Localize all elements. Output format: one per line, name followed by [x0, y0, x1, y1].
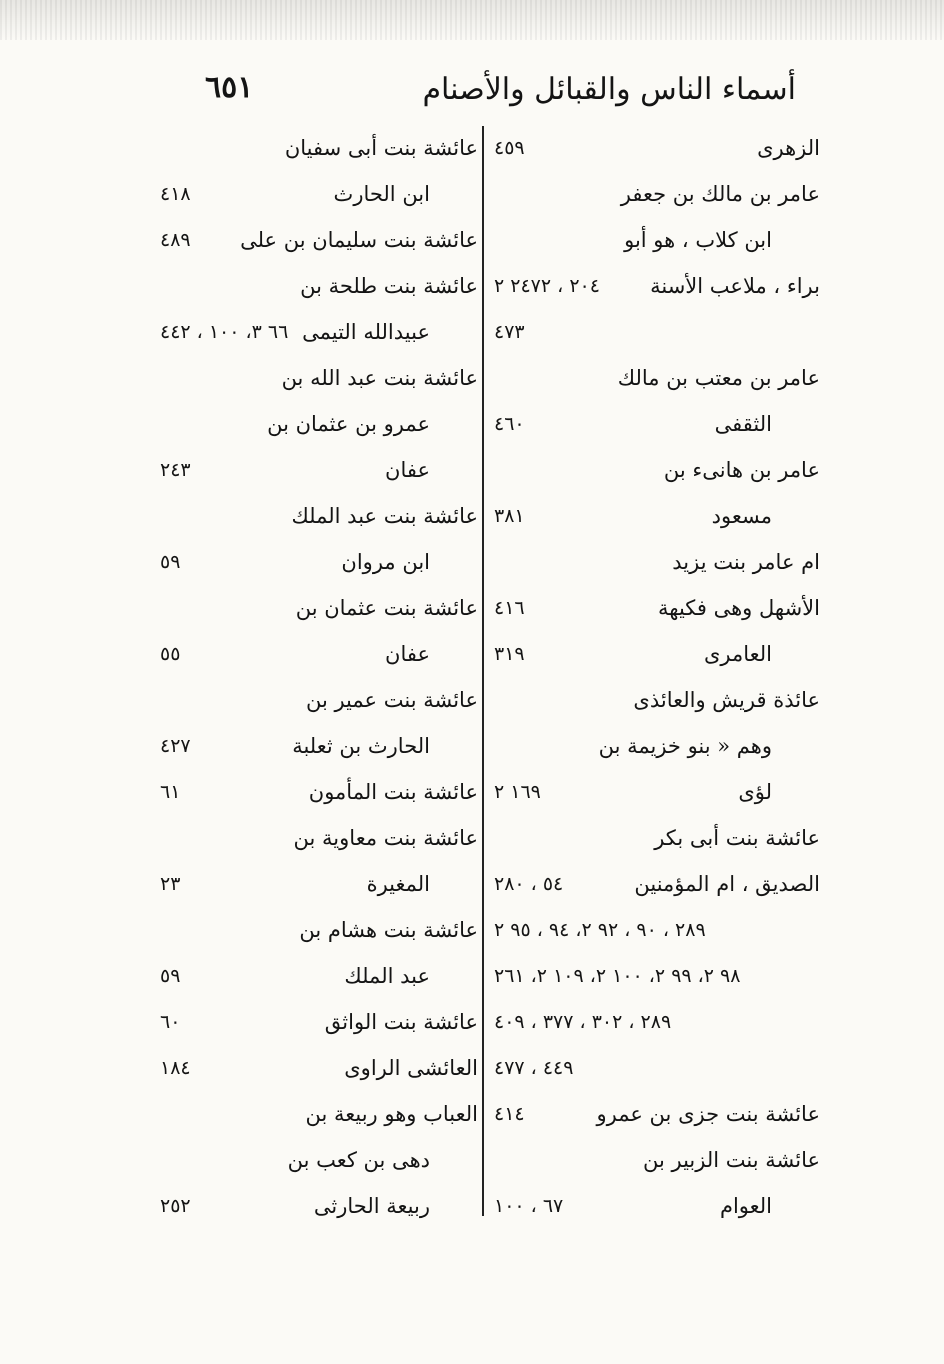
index-entry [160, 218, 478, 264]
entry-pages: ٤٦٠ [494, 413, 525, 435]
index-entry [160, 540, 478, 586]
left-column [160, 126, 478, 1238]
index-entry [160, 862, 478, 908]
scan-noise-band [0, 0, 944, 40]
entry-name: عائشة بنت المأمون [308, 780, 478, 804]
index-entry [494, 540, 820, 586]
entry-pages: ٦٠ [160, 1011, 181, 1033]
index-entry [160, 678, 478, 724]
index-entry [494, 494, 820, 540]
entry-name: العوام [719, 1194, 772, 1218]
index-entry [494, 770, 820, 816]
entry-name: عائشة بنت الواثق [324, 1010, 478, 1034]
index-entry [160, 1138, 478, 1184]
index-entry [160, 402, 478, 448]
right-column [494, 126, 820, 1238]
entry-pages: ٦٧ ، ١٠٠ [494, 1195, 564, 1217]
entry-name: عائشة بنت الزبير بن [642, 1148, 820, 1172]
entry-name: عائشة بنت هشام بن [299, 918, 478, 942]
entry-name: العائشى الراوى [344, 1056, 478, 1080]
index-entry [494, 816, 820, 862]
entry-name: ابن الحارث [333, 182, 430, 206]
index-entry [160, 494, 478, 540]
entry-pages: ٢٤٣ [160, 459, 191, 481]
entry-pages: ١٦٩ ٢ [494, 781, 541, 803]
entry-name: عائشة بنت عبد الملك [291, 504, 478, 528]
entry-pages: ٢٨٩ ، ٩٠ ، ٩٢ ٢، ٩٤ ، ٩٥ ٢ [494, 919, 706, 941]
entry-name: وهم « بنو خزيمة بن [598, 734, 772, 758]
entry-name: عائشة بنت أبى بكر [654, 826, 820, 850]
index-entry [494, 356, 820, 402]
entry-pages: ٤١٨ [160, 183, 191, 205]
entry-name: ابن مروان [341, 550, 430, 574]
entry-pages: ٤٨٩ [160, 229, 191, 251]
index-entry [160, 954, 478, 1000]
entry-name: ربيعة الحارثى [313, 1194, 430, 1218]
index-entry [160, 172, 478, 218]
page-number: ٦٥١ [205, 70, 254, 105]
index-entry [494, 954, 820, 1000]
index-entry [494, 126, 820, 172]
index-entry [160, 310, 478, 356]
entry-pages: ٥٩ [160, 965, 181, 987]
entry-name: لؤى [738, 780, 772, 804]
index-entry [494, 724, 820, 770]
entry-name: براء ، ملاعب الأسنة [650, 274, 820, 298]
index-entry [494, 632, 820, 678]
column-divider [482, 126, 484, 1216]
index-entry [160, 126, 478, 172]
entry-name: ابن كلاب ، هو أبو [624, 228, 772, 252]
entry-name: عمرو بن عثمان بن [267, 412, 430, 436]
entry-name: عامر بن هانىء بن [663, 458, 820, 482]
entry-pages: ٢٣ [160, 873, 181, 895]
entry-name: الثقفى [714, 412, 772, 436]
index-entry [160, 1184, 478, 1230]
index-entry [494, 908, 820, 954]
index-entry [160, 1046, 478, 1092]
entry-name: الزهرى [757, 136, 820, 160]
entry-pages: ٥٩ [160, 551, 181, 573]
entry-pages: ٤٢٧ [160, 735, 191, 757]
index-entry [494, 402, 820, 448]
entry-pages: ٦٦ ٣، ١٠٠ ، ٤٤٢ [160, 321, 289, 343]
index-entry [160, 448, 478, 494]
entry-name: الصديق ، ام المؤمنين [634, 872, 820, 896]
entry-pages: ١٨٤ [160, 1057, 191, 1079]
entry-name: عائشة بنت عثمان بن [295, 596, 478, 620]
entry-pages: ٤٧٣ [494, 321, 525, 343]
entry-name: عائشة بنت طلحة بن [300, 274, 478, 298]
entry-pages: ٤١٦ [494, 597, 525, 619]
page-title: أسماء الناس والقبائل والأصنام [422, 72, 796, 107]
index-entry [494, 1184, 820, 1230]
entry-pages: ٢٠٤ ، ٢٤٧٢ ٢ [494, 275, 600, 297]
entry-name: المغيرة [366, 872, 430, 896]
entry-pages: ٣٨١ [494, 505, 525, 527]
index-entry [494, 264, 820, 310]
index-entry [494, 586, 820, 632]
entry-name: عامر بن مالك بن جعفر [620, 182, 820, 206]
index-entry [494, 678, 820, 724]
index-entry [160, 770, 478, 816]
entry-name: عبد الملك [344, 964, 430, 988]
entry-name: عائذة قريش والعائذى [633, 688, 820, 712]
entry-pages: ٤١٤ [494, 1103, 525, 1125]
index-entry [160, 586, 478, 632]
entry-pages: ٢٨٩ ، ٣٠٢ ، ٣٧٧ ، ٤٠٩ [494, 1011, 672, 1033]
entry-pages: ٢٥٢ [160, 1195, 191, 1217]
index-entry [160, 632, 478, 678]
entry-name: العباب وهو ربيعة بن [305, 1102, 478, 1126]
entry-name: ام عامر بنت يزيد [672, 550, 820, 574]
entry-name: عائشة بنت سليمان بن على [240, 228, 478, 252]
index-entry [160, 1092, 478, 1138]
index-entry [494, 862, 820, 908]
entry-name: عامر بن معتب بن مالك [617, 366, 820, 390]
entry-name: الأشهل وهى فكيهة [658, 596, 820, 620]
index-entry [160, 356, 478, 402]
index-entry [160, 908, 478, 954]
entry-name: عفان [385, 458, 430, 482]
index-entry [160, 816, 478, 862]
entry-name: دهى بن كعب بن [287, 1148, 430, 1172]
entry-pages: ٤٥٩ [494, 137, 525, 159]
index-entry [494, 1000, 820, 1046]
index-entry [494, 310, 820, 356]
index-entry [160, 724, 478, 770]
index-entry [160, 1000, 478, 1046]
index-entry [494, 448, 820, 494]
index-entry [494, 1138, 820, 1184]
entry-name: عفان [385, 642, 430, 666]
index-entry [494, 1046, 820, 1092]
entry-name: عائشة بنت أبى سفيان [284, 136, 478, 160]
entry-pages: ٥٤ ، ٢٨٠ [494, 873, 564, 895]
entry-pages: ٥٥ [160, 643, 181, 665]
entry-name: عائشة بنت عبد الله بن [281, 366, 478, 390]
entry-pages: ٣١٩ [494, 643, 525, 665]
entry-name: عبيدالله التيمى [302, 320, 430, 344]
entry-name: عائشة بنت جزى بن عمرو [596, 1102, 820, 1126]
entry-pages: ٦١ [160, 781, 181, 803]
entry-pages: ٤٤٩ ، ٤٧٧ [494, 1057, 574, 1079]
index-entry [160, 264, 478, 310]
entry-name: الحارث بن ثعلبة [292, 734, 430, 758]
index-entry [494, 1092, 820, 1138]
entry-name: عائشة بنت معاوية بن [293, 826, 478, 850]
entry-name: مسعود [711, 504, 772, 528]
index-entry [494, 172, 820, 218]
entry-name: عائشة بنت عمير بن [305, 688, 478, 712]
index-entry [494, 218, 820, 264]
entry-pages: ٩٨ ٢، ٩٩ ٢، ١٠٠ ٢، ١٠٩ ٢، ٢٦١ [494, 965, 741, 987]
entry-name: العامرى [703, 642, 772, 666]
